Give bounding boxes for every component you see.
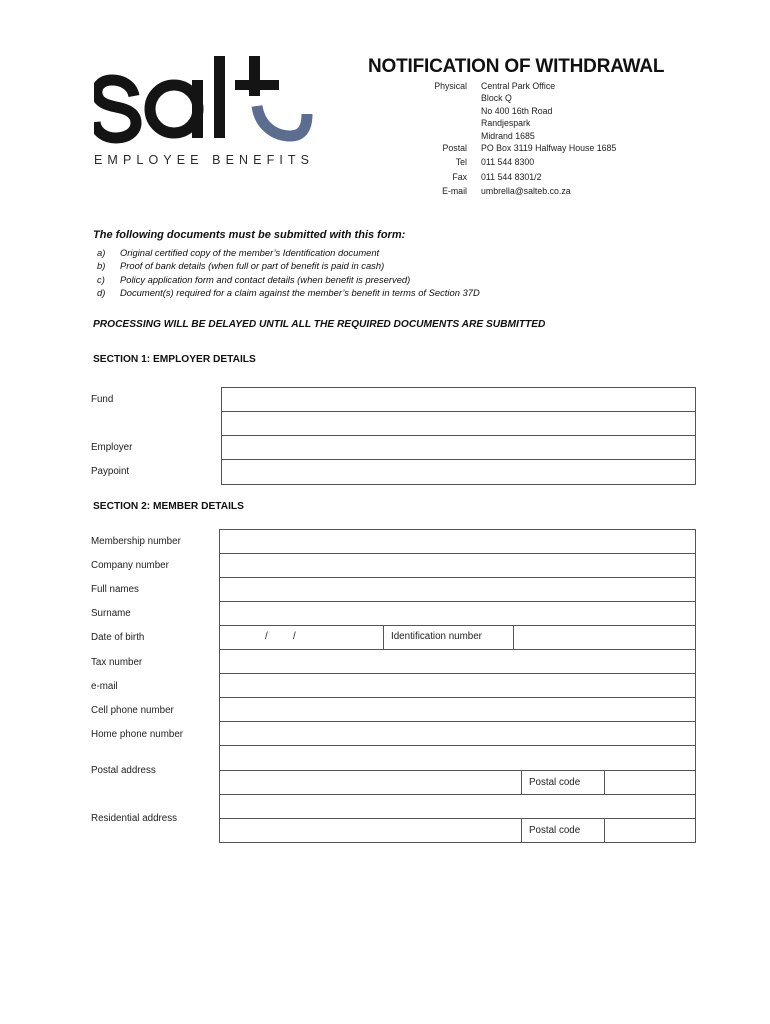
fund-field-line2[interactable] (221, 411, 696, 436)
email-label: E-mail (442, 186, 467, 197)
tel-value: 011 544 8300 (481, 157, 535, 168)
postal-address-label: Postal address (91, 765, 156, 776)
list-item (97, 286, 480, 299)
employer-field[interactable] (221, 435, 696, 460)
paypoint-label: Paypoint (91, 466, 130, 477)
physical-line: Midrand 1685 (481, 130, 535, 141)
item-letter: a) (97, 247, 106, 258)
requirements-title: The following documents must be submitted with this form: (93, 229, 406, 241)
cell-label: Cell phone number (91, 705, 174, 716)
residential-address-label: Residential address (91, 813, 178, 824)
processing-warning: PROCESSING WILL BE DELAYED UNTIL ALL THE REQUIRED DOCUMENTS ARE SUBMITTED (93, 319, 546, 330)
item-letter: c) (97, 273, 105, 285)
item-text: Original certified copy of the member’s Identification document (120, 247, 380, 258)
item-letter: d) (97, 287, 106, 299)
dob-separator: / (293, 631, 296, 642)
physical-line: No 400 16th Road (481, 105, 553, 116)
physical-line: Block Q (481, 93, 512, 104)
fax-value: 011 544 8301/2 (481, 171, 542, 182)
company-field[interactable] (219, 553, 696, 578)
list-item (97, 273, 480, 286)
fax-label: Fax (452, 171, 467, 182)
full-names-field[interactable] (219, 577, 696, 602)
dob-label: Date of birth (91, 632, 145, 643)
surname-label: Surname (91, 608, 131, 619)
email-field[interactable] (219, 673, 696, 698)
section1-heading: SECTION 1: EMPLOYER DETAILS (93, 354, 256, 365)
fund-label: Fund (91, 394, 114, 405)
postal-label: Postal (442, 143, 467, 154)
tax-field[interactable] (219, 649, 696, 674)
employer-label: Employer (91, 442, 133, 453)
postal-address-field-line2[interactable] (219, 770, 522, 795)
postal-code-label: Postal code (529, 777, 581, 788)
logo-subtitle: EMPLOYEE BENEFITS (94, 153, 315, 167)
membership-field[interactable] (219, 529, 696, 554)
id-number-field[interactable] (513, 625, 696, 650)
id-number-label: Identification number (391, 631, 482, 642)
surname-field[interactable] (219, 601, 696, 626)
membership-label: Membership number (91, 536, 181, 547)
contact-details (380, 80, 616, 198)
residential-address-field[interactable] (219, 794, 696, 819)
tel-label: Tel (455, 157, 467, 168)
dob-field[interactable] (219, 625, 384, 650)
dob-separator: / (265, 631, 268, 642)
physical-label: Physical (434, 81, 467, 91)
cell-field[interactable] (219, 697, 696, 722)
physical-line: Randjespark (481, 118, 531, 129)
requirements-list (97, 246, 480, 300)
paypoint-field[interactable] (221, 459, 696, 485)
postal-address-field[interactable] (219, 745, 696, 771)
list-item (97, 246, 480, 259)
res-postal-code-label: Postal code (529, 825, 581, 836)
company-label: Company number (91, 560, 169, 571)
home-label: Home phone number (91, 729, 184, 740)
full-names-label: Full names (91, 584, 139, 595)
salt-logo (94, 54, 314, 144)
item-text: Document(s) required for a claim against the member’s benefit in terms of Section 37D (120, 287, 480, 299)
residential-address-field-line2[interactable] (219, 818, 522, 843)
item-text: Proof of bank details (when full or part of benefit is paid in cash) (120, 260, 385, 272)
section2-heading: SECTION 2: MEMBER DETAILS (93, 501, 244, 512)
fund-field[interactable] (221, 387, 696, 412)
item-letter: b) (97, 260, 106, 272)
item-text: Policy application form and contact details (when benefit is preserved) (120, 273, 411, 285)
postal-code-field[interactable] (604, 770, 696, 795)
list-item (97, 259, 480, 272)
email-value: umbrella@salteb.co.za (481, 186, 571, 197)
res-postal-code-field[interactable] (604, 818, 696, 843)
postal-value: PO Box 3119 Halfway House 1685 (481, 143, 617, 154)
home-field[interactable] (219, 721, 696, 746)
page-title: NOTIFICATION OF WITHDRAWAL (368, 56, 665, 77)
email-field-label: e-mail (91, 681, 118, 692)
physical-line: Central Park Office (481, 81, 556, 91)
tax-label: Tax number (91, 657, 143, 668)
